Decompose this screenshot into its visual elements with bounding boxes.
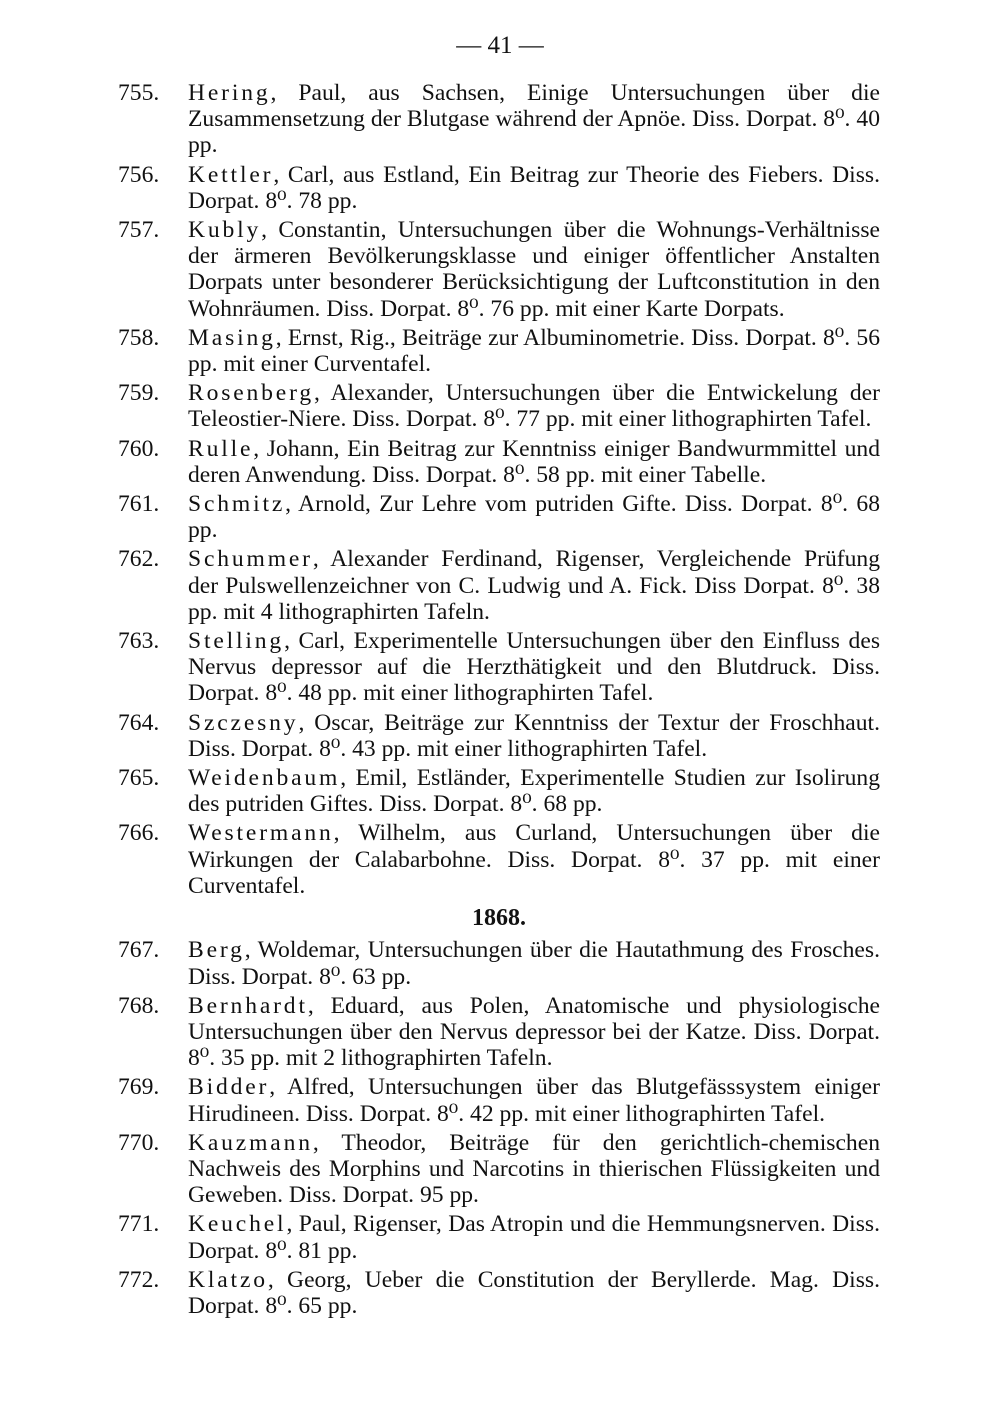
entry-author: Schummer bbox=[188, 546, 313, 573]
entry-text: , Theodor, Beiträge für den gerichtlich-chemischen Nachweis des Morphins und Narcotins in thierischen Flüssigkeiten und Geweben. Diss. Dorpat. 95 pp. bbox=[188, 1129, 880, 1209]
entry-author: Szczesny bbox=[188, 709, 299, 736]
entry-number: 755. bbox=[118, 80, 160, 106]
entry-text: , Georg, Ueber die Constitution der Beryllerde. Mag. Diss. Dorpat. 8⁰. 65 pp. bbox=[188, 1266, 880, 1319]
bibliography-entry bbox=[118, 546, 880, 625]
bibliography-entry bbox=[118, 1074, 880, 1126]
page-number: — 41 — bbox=[456, 32, 544, 59]
entry-text: , Alexander Ferdinand, Rigenser, Vergleichende Prüfung der Pulswellenzeichner von C. Ludwig und A. Fick. Diss Dorpat. 8⁰. 38 pp. mit 4 lithographirten Tafeln. bbox=[188, 546, 880, 625]
bibliography-entry bbox=[118, 1130, 880, 1209]
entry-author: Weidenbaum bbox=[188, 765, 341, 792]
entry-text: , Carl, Experimentelle Untersuchungen über den Einfluss des Nervus depressor auf die Herzthätigkeit und den Blutdruck. Diss. Dorpat. 8⁰. 48 pp. mit einer lithographirten Tafel. bbox=[188, 628, 880, 707]
entry-author: Masing bbox=[188, 324, 276, 351]
entry-text: , Ernst, Rig., Beiträge zur Albuminometrie. Diss. Dorpat. 8⁰. 56 pp. mit einer Curventafel. bbox=[188, 324, 880, 378]
bibliography-entry bbox=[118, 491, 880, 543]
entry-author: Rulle bbox=[188, 435, 254, 462]
entry-author: Berg bbox=[188, 937, 245, 964]
entry-number: 758. bbox=[118, 324, 160, 351]
entry-number: 761. bbox=[118, 491, 160, 518]
entry-author: Bidder bbox=[188, 1074, 270, 1101]
entry-text: , Carl, aus Estland, Ein Beitrag zur Theorie des Fiebers. Diss. Dorpat. 8⁰. 78 pp. bbox=[188, 161, 880, 214]
entry-author: Bernhardt bbox=[188, 992, 308, 1019]
entry-text: , Oscar, Beiträge zur Kenntniss der Textur der Froschhaut. Diss. Dorpat. 8⁰. 43 pp. mit einer lithographirten Tafel. bbox=[188, 709, 880, 762]
bibliography-entry bbox=[118, 436, 880, 488]
bibliography-entry bbox=[118, 1267, 880, 1319]
entry-text: , Alexander, Untersuchungen über die Entwickelung der Teleostier-Niere. Diss. Dorpat. 8⁰. 77 pp. mit einer lithographirten Tafel. bbox=[188, 380, 880, 433]
entry-number: 772. bbox=[118, 1266, 160, 1293]
entry-text: , Johann, Ein Beitrag zur Kenntniss einiger Bandwurmmittel und deren Anwendung. Diss. Dorpat. 8⁰. 58 pp. mit einer Tabelle. bbox=[188, 435, 880, 488]
entry-author: Stelling bbox=[188, 628, 285, 655]
entry-number: 769. bbox=[118, 1074, 160, 1101]
entry-text: , Constantin, Untersuchungen über die Wohnungs-Verhältnisse der ärmeren Bevölkerungsklasse und einiger öffentlicher Anstalten Dorpats unter besonderer Berücksichtigung der Luftconstitution in den Wohnräumen. Diss. Dorpat. 8⁰. 76 pp. mit einer Karte Dorpats. bbox=[188, 217, 880, 322]
entry-number: 762. bbox=[118, 546, 160, 573]
bibliography-entry bbox=[118, 162, 880, 214]
entry-number: 757. bbox=[118, 217, 160, 244]
entry-number: 770. bbox=[118, 1129, 160, 1156]
entry-text: , Wilhelm, aus Curland, Untersuchungen über die Wirkungen der Calabarbohne. Diss. Dorpat. 8⁰. 37 pp. mit einer Curventafel. bbox=[188, 820, 880, 899]
entry-author: Hering bbox=[188, 80, 271, 106]
entry-number: 766. bbox=[118, 820, 160, 847]
bibliography-entry bbox=[118, 325, 880, 377]
entry-number: 763. bbox=[118, 628, 160, 655]
entry-author: Rosenberg bbox=[188, 380, 314, 407]
bibliography-entry bbox=[118, 80, 880, 159]
entry-text: , Emil, Estländer, Experimentelle Studien zur Isolirung des putriden Giftes. Diss. Dorpat. 8⁰. 68 pp. bbox=[188, 765, 880, 818]
bibliography-entry bbox=[118, 380, 880, 432]
entry-text: , Eduard, aus Polen, Anatomische und physiologische Untersuchungen über den Nervus depressor bei der Katze. Diss. Dorpat. 8⁰. 35 pp. mit 2 lithographirten Tafeln. bbox=[188, 992, 880, 1072]
entry-number: 771. bbox=[118, 1211, 160, 1238]
entry-author: Westermann bbox=[188, 820, 334, 847]
entry-number: 759. bbox=[118, 380, 160, 407]
bibliography-entry bbox=[118, 628, 880, 707]
bibliography-entry bbox=[118, 1211, 880, 1263]
bibliography-entry bbox=[118, 993, 880, 1072]
entry-text: , Woldemar, Untersuchungen über die Hautathmung des Frosches. Diss. Dorpat. 8⁰. 63 pp. bbox=[188, 937, 880, 990]
entry-author: Kauzmann bbox=[188, 1129, 313, 1156]
entry-text: , Paul, aus Sachsen, Einige Untersuchungen über die Zusammensetzung der Blutgase während der Apnöe. Diss. Dorpat. 8⁰. 40 pp. bbox=[188, 80, 880, 159]
entry-number: 764. bbox=[118, 709, 160, 736]
entry-number: 756. bbox=[118, 161, 160, 188]
bibliography-entry bbox=[118, 765, 880, 817]
entry-text: , Arnold, Zur Lehre vom putriden Gifte. Diss. Dorpat. 8⁰. 68 pp. bbox=[188, 491, 880, 544]
entry-number: 760. bbox=[118, 435, 160, 462]
entry-author: Keuchel bbox=[188, 1211, 287, 1238]
entry-number: 767. bbox=[118, 937, 160, 964]
entry-text: , Paul, Rigenser, Das Atropin und die Hemmungsnerven. Diss. Dorpat. 8⁰. 81 pp. bbox=[188, 1211, 880, 1264]
bibliography-entry bbox=[118, 710, 880, 762]
entry-number: 768. bbox=[118, 992, 160, 1019]
year-heading: 1868. bbox=[472, 905, 526, 932]
entry-text: , Alfred, Untersuchungen über das Blutgefässsystem einiger Hirudineen. Diss. Dorpat. 8⁰. 42 pp. mit einer lithographirten Tafel. bbox=[188, 1074, 880, 1127]
bibliography-entry bbox=[118, 217, 880, 322]
bibliography-entry bbox=[118, 937, 880, 989]
entry-author: Kubly bbox=[188, 217, 262, 244]
bibliography-list bbox=[118, 80, 880, 1322]
entry-author: Schmitz bbox=[188, 491, 286, 518]
bibliography-entry bbox=[118, 820, 880, 899]
entry-number: 765. bbox=[118, 765, 160, 792]
entry-author: Klatzo bbox=[188, 1266, 268, 1293]
entry-author: Kettler bbox=[188, 161, 274, 188]
